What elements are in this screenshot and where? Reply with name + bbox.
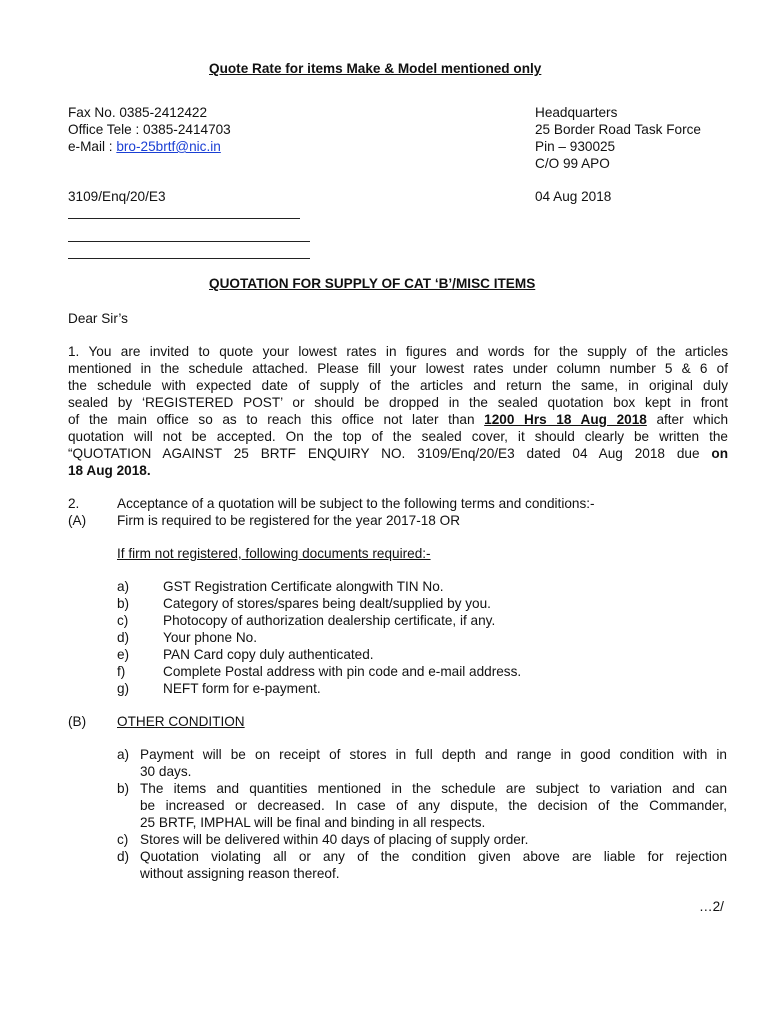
doc-item-text: Complete Postal address with pin code and e-mail address. (163, 664, 522, 679)
paragraph-1-line: 1. You are invited to quote your lowest rates in figures and words for the supply of the articles (68, 344, 728, 359)
doc-item-letter: d) (117, 630, 130, 645)
paragraph-1-line: quotation will not be accepted. On the top of the sealed cover, it should clearly be written the (68, 429, 728, 444)
reference-number: 3109/Enq/20/E3 (68, 189, 166, 204)
documents-heading: If firm not registered, following documents required:- (117, 546, 431, 561)
condition-a (140, 746, 727, 780)
condition-line: The items and quantities mentioned in the schedule are subject to variation and can (140, 781, 727, 796)
paragraph-1-line (68, 445, 728, 462)
paragraph-1-line: 18 Aug 2018. (68, 463, 151, 478)
email-link[interactable]: bro-25brtf@nic.in (116, 139, 221, 154)
paragraph-1-line: the schedule with expected date of supply of the articles and return the same, in original duly (68, 378, 728, 393)
doc-item-text: NEFT form for e-payment. (163, 681, 321, 696)
document-title: Quote Rate for items Make & Model mentioned only (209, 61, 542, 76)
paragraph-2-text: Acceptance of a quotation will be subject to the following terms and conditions:- (117, 496, 595, 511)
page-continuation-marker: …2/ (699, 899, 724, 914)
address-line-1: Headquarters (535, 105, 618, 120)
email-label: e-Mail : (68, 139, 117, 154)
section-a-text: Firm is required to be registered for the year 2017-18 OR (117, 513, 461, 528)
condition-line: Quotation violating all or any of the condition given above are liable for rejection (140, 849, 727, 864)
condition-letter: c) (117, 832, 129, 847)
address-line-2: 25 Border Road Task Force (535, 122, 701, 137)
condition-letter: b) (117, 781, 130, 796)
doc-item-text: Your phone No. (163, 630, 257, 645)
condition-line: without assigning reason thereof. (140, 866, 340, 881)
paragraph-2-number: 2. (68, 496, 80, 511)
doc-item-text: Category of stores/spares being dealt/supplied by you. (163, 596, 491, 611)
doc-item-letter: b) (117, 596, 130, 611)
email-line (68, 138, 221, 155)
section-a-number: (A) (68, 513, 87, 528)
paragraph-1-line: sealed by ‘REGISTERED POST’ or should be dropped in the sealed quotation box kept in front (68, 395, 728, 410)
subject-heading: QUOTATION FOR SUPPLY OF CAT ‘B’/MISC ITEMS (209, 276, 536, 291)
condition-c: Stores will be delivered within 40 days of placing of supply order. (140, 832, 529, 847)
doc-item-letter: g) (117, 681, 130, 696)
paragraph-1-line: mentioned in the schedule attached. Please fill your lowest rates under column number 5 & 6 of (68, 361, 728, 376)
paragraph-1 (68, 343, 728, 479)
condition-d (140, 848, 727, 882)
fax-number: Fax No. 0385-2412422 (68, 105, 208, 120)
bold-on: on (711, 446, 728, 461)
doc-item-text: PAN Card copy duly authenticated. (163, 647, 374, 662)
doc-item-letter: a) (117, 579, 130, 594)
doc-item-letter: c) (117, 613, 129, 628)
text-fragment: “QUOTATION AGAINST 25 BRTF ENQUIRY NO. 3109/Enq/20/E3 dated 04 Aug 2018 due (68, 446, 712, 461)
condition-letter: a) (117, 747, 130, 762)
doc-item-text: Photocopy of authorization dealership certificate, if any. (163, 613, 496, 628)
doc-item-letter: f) (117, 664, 126, 679)
condition-line: Payment will be on receipt of stores in full depth and range in good condition with in (140, 747, 727, 762)
doc-item-letter: e) (117, 647, 130, 662)
salutation: Dear Sir’s (68, 311, 128, 326)
letter-date: 04 Aug 2018 (535, 189, 612, 204)
addressee-blank-line-3 (68, 258, 310, 259)
office-tele: Office Tele : 0385-2414703 (68, 122, 231, 137)
section-b-heading: OTHER CONDITION (117, 714, 245, 729)
doc-item-text: GST Registration Certificate alongwith TIN No. (163, 579, 444, 594)
condition-b (140, 780, 727, 831)
paragraph-1-line (68, 411, 728, 428)
due-time-emphasis: 1200 Hrs 18 Aug 2018 (484, 412, 647, 427)
condition-line: 25 BRTF, IMPHAL will be final and binding in all respects. (140, 815, 486, 830)
addressee-blank-line-2 (68, 241, 310, 242)
section-b-number: (B) (68, 714, 87, 729)
condition-letter: d) (117, 849, 130, 864)
text-fragment: after which (646, 412, 729, 427)
addressee-blank-line-1 (68, 218, 300, 219)
address-line-3: Pin – 930025 (535, 139, 616, 154)
condition-line: be increased or decreased. In case of any dispute, the decision of the Commander, (140, 798, 727, 813)
condition-line: 30 days. (140, 764, 192, 779)
address-line-4: C/O 99 APO (535, 156, 610, 171)
text-fragment: of the main office so as to reach this office not later than (68, 412, 485, 427)
